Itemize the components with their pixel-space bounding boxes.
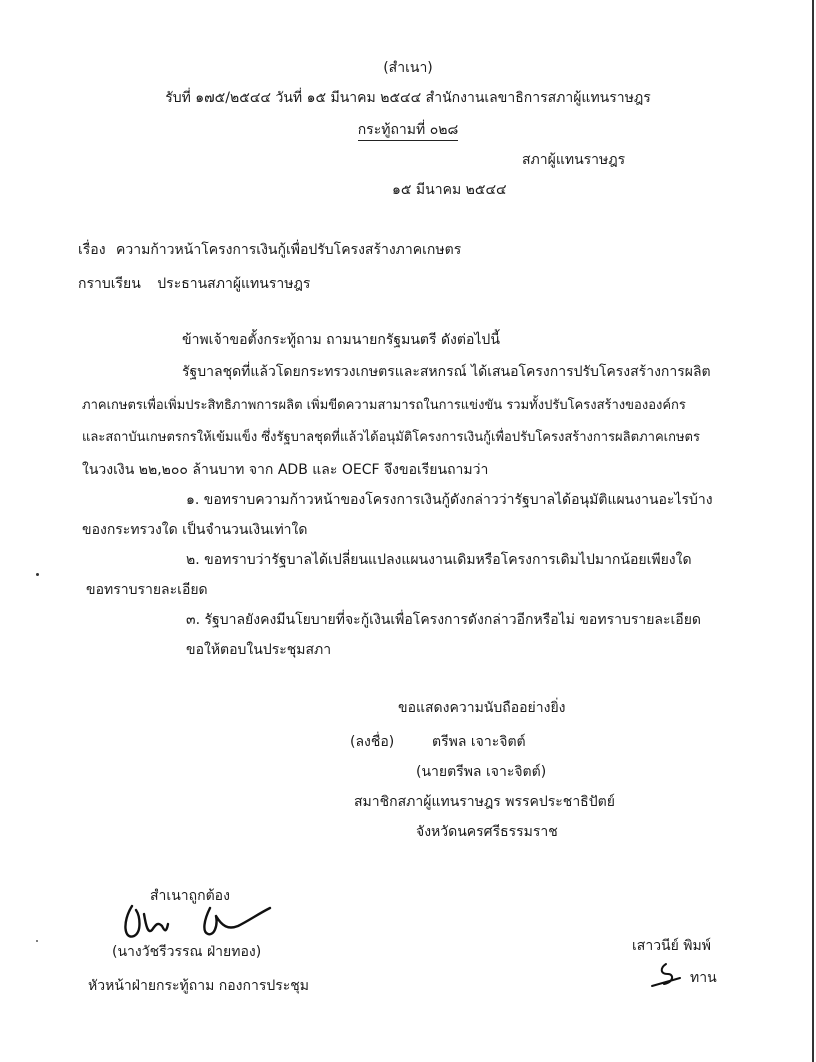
body-paragraph-line: รัฐบาลชุดที่แล้วโดยกระทรวงเกษตรและสหกรณ์ ได้เสนอโครงการปรับโครงสร้างการผลิต (182, 364, 711, 380)
addressee-line (78, 274, 310, 294)
subject-line (78, 240, 461, 260)
initials-mark (646, 960, 686, 990)
body-intro: ข้าพเจ้าขอตั้งกระทู้ถาม ถามนายกรัฐมนตรี ดังต่อไปนี้ (182, 332, 500, 348)
question-3: ๓. รัฐบาลยังคงมีนโยบายที่จะกู้เงินเพื่อโครงการดังกล่าวอีกหรือไม่ ขอทราบรายละเอียด (186, 612, 702, 628)
addressee-text: ประธานสภาผู้แทนราษฎร (157, 276, 311, 292)
question-number: กระทู้ถามที่ ๐๒๘ (358, 122, 459, 141)
sign-label: (ลงชื่อ) (350, 734, 395, 750)
question-1-cont: ของกระทรวงใด เป็นจำนวนเงินเท่าใด (82, 522, 308, 538)
subject-label: เรื่อง (78, 242, 106, 258)
addressee-label: กราบเรียน (78, 276, 141, 292)
closing-respect: ขอแสดงความนับถืออย่างยิ่ง (398, 700, 566, 716)
signer-title: สมาชิกสภาผู้แทนราษฎร พรรคประชาธิปัตย์ (354, 794, 615, 810)
copy-label: (สำเนา) (383, 60, 433, 76)
signer-name: ตรีพล เจาะจิตต์ (432, 734, 526, 750)
question-2: ๒. ขอทราบว่ารัฐบาลได้เปลี่ยนแปลงแผนงานเดิมหรือโครงการเดิมไปมากน้อยเพียงใด (186, 552, 692, 568)
certifier-name: (นางวัชรีวรรณ ฝ่ายทอง) (112, 944, 262, 960)
subject-text: ความก้าวหน้าโครงการเงินกู้เพื่อปรับโครงสร้างภาคเกษตร (116, 242, 462, 258)
question-3-cont: ขอให้ตอบในประชุมสภา (186, 642, 332, 658)
signer-name-full: (นายตรีพล เจาะจิตต์) (416, 764, 547, 780)
certifier-title: หัวหน้าฝ่ายกระทู้ถาม กองการประชุม (88, 978, 310, 994)
scan-edge (812, 0, 814, 1062)
checker-label: ทาน (690, 970, 717, 986)
certified-copy-label: สำเนาถูกต้อง (150, 888, 230, 904)
body-paragraph-line: และสถาบันเกษตรกรให้เข้มแข็ง ซึ่งรัฐบาลชุดที่แล้วได้อนุมัติโครงการเงินกู้เพื่อปรับโครงสร้างการผลิตภาคเกษตร (82, 430, 700, 445)
body-paragraph-line: ในวงเงิน ๒๒,๒๐๐ ล้านบาท จาก ADB และ OECF จึงขอเรียนถามว่า (82, 462, 489, 478)
margin-dot (36, 940, 38, 942)
body-paragraph-line: ภาคเกษตรเพื่อเพิ่มประสิทธิภาพการผลิต เพิ่มขีดความสามารถในการแข่งขัน รวมทั้งปรับโครงสร้างขององค์กร (82, 398, 686, 413)
place: สภาผู้แทนราษฎร (522, 152, 626, 168)
typist-name: เสาวนีย์ พิมพ์ (632, 938, 711, 954)
question-2-cont: ขอทราบรายละเอียด (86, 582, 208, 598)
received-line: รับที่ ๑๗๕/๒๕๔๔ วันที่ ๑๕ มีนาคม ๒๕๔๔ สำนักงานเลขาธิการสภาผู้แทนราษฎร (165, 90, 651, 106)
letter-date: ๑๕ มีนาคม ๒๕๔๔ (392, 182, 507, 198)
margin-dot (36, 573, 39, 576)
question-1: ๑. ขอทราบความก้าวหน้าของโครงการเงินกู้ดังกล่าวว่ารัฐบาลได้อนุมัติแผนงานอะไรบ้าง (186, 492, 713, 508)
signer-province: จังหวัดนครศรีธรรมราช (416, 824, 558, 840)
question-number-wrap (0, 120, 816, 140)
